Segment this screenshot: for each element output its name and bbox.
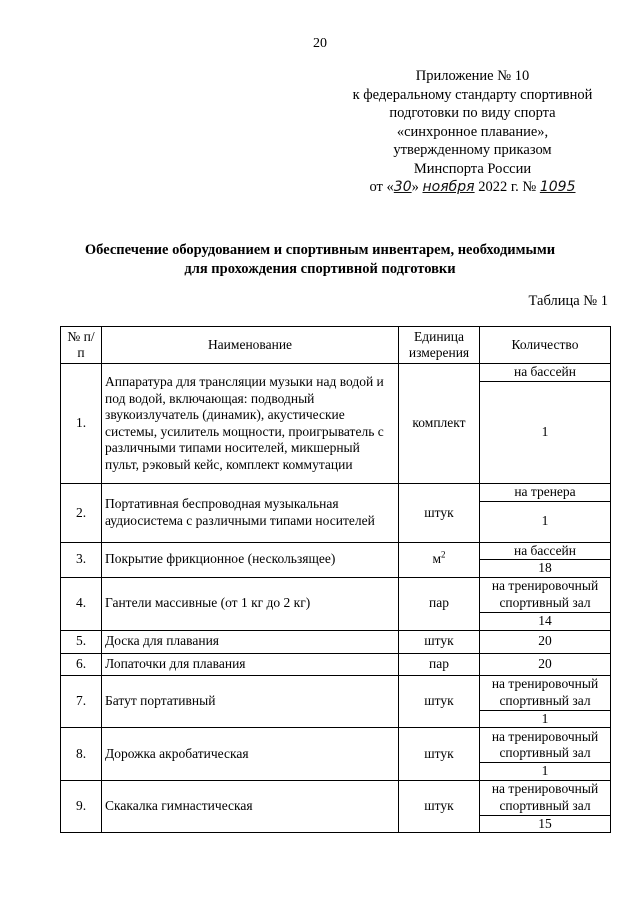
row-value: 20 — [480, 630, 611, 653]
equipment-table — [60, 326, 611, 833]
table-row — [61, 577, 611, 612]
row-unit: комплект — [399, 364, 480, 484]
row-value: 20 — [480, 653, 611, 675]
table-header-row — [61, 327, 611, 364]
row-unit: пар — [399, 653, 480, 675]
appendix-line: подготовки по виду спорта — [389, 105, 556, 121]
row-value: 1 — [480, 763, 611, 781]
page-number: 20 — [313, 36, 327, 51]
row-value: 15 — [480, 815, 611, 833]
row-basis: на тренировочный спортивный зал — [480, 728, 611, 763]
row-basis: на тренировочный спортивный зал — [480, 675, 611, 710]
row-unit-cell — [399, 542, 480, 577]
row-basis: на бассейн — [480, 542, 611, 560]
table-row — [61, 780, 611, 815]
header-qty: Количество — [480, 327, 611, 364]
row-unit: пар — [399, 577, 480, 630]
appendix-line: Минспорта России — [413, 160, 532, 177]
row-name: Батут портативный — [102, 675, 399, 728]
appendix-block — [330, 67, 615, 197]
row-num: 4. — [61, 577, 102, 630]
row-unit: штук — [399, 780, 480, 833]
table-row — [61, 542, 611, 560]
table-row — [61, 484, 611, 502]
heading-line-1: Обеспечение оборудованием и спортивным инвентарем, необходимыми — [84, 242, 556, 258]
table-row — [61, 653, 611, 675]
row-num: 7. — [61, 675, 102, 728]
handwritten-day: 30 — [393, 179, 412, 195]
row-name: Скакалка гимнастическая — [102, 780, 399, 833]
date-year: 2022 г. № — [478, 179, 537, 195]
handwritten-month: ноября — [422, 179, 475, 195]
row-name: Дорожка акробатическая — [102, 728, 399, 781]
date-mid: » — [411, 179, 419, 195]
appendix-line: утвержденному приказом — [393, 142, 552, 158]
row-basis: на тренировочный спортивный зал — [480, 577, 611, 612]
row-unit: штук — [399, 728, 480, 781]
header-unit: Единица измерения — [399, 327, 480, 364]
row-num: 8. — [61, 728, 102, 781]
row-unit: штук — [399, 484, 480, 543]
table-row — [61, 675, 611, 710]
row-num: 5. — [61, 630, 102, 653]
row-value: 1 — [480, 710, 611, 728]
row-name: Лопаточки для плавания — [102, 653, 399, 675]
row-unit: штук — [399, 630, 480, 653]
row-value: 18 — [480, 560, 611, 578]
row-num: 1. — [61, 364, 102, 484]
table-row — [61, 728, 611, 763]
row-name: Гантели массивные (от 1 кг до 2 кг) — [102, 577, 399, 630]
row-value: 14 — [480, 612, 611, 630]
heading-line-2: для прохождения спортивной подготовки — [184, 261, 456, 277]
handwritten-order-number: 1095 — [539, 179, 576, 195]
appendix-line: «синхронное плавание», — [396, 123, 549, 140]
row-num: 6. — [61, 653, 102, 675]
appendix-title: Приложение № 10 — [415, 68, 530, 84]
table-label: Таблица № 1 — [528, 293, 608, 309]
order-date-line — [330, 178, 615, 197]
row-name: Покрытие фрикционное (нескользящее) — [102, 542, 399, 577]
header-num: № п/п — [61, 327, 102, 364]
row-name: Доска для плавания — [102, 630, 399, 653]
unit-superscript: 2 — [441, 549, 446, 560]
row-num: 3. — [61, 542, 102, 577]
row-basis: на тренировочный спортивный зал — [480, 780, 611, 815]
row-basis: на тренера — [480, 484, 611, 502]
row-name: Портативная беспроводная музыкальная аудиосистема с различными типами носителей — [102, 484, 399, 543]
date-prefix: от « — [369, 179, 394, 195]
header-name: Наименование — [102, 327, 399, 364]
row-value: 1 — [480, 382, 611, 484]
row-num: 2. — [61, 484, 102, 543]
row-value: 1 — [480, 501, 611, 542]
row-basis: на бассейн — [480, 364, 611, 382]
row-num: 9. — [61, 780, 102, 833]
appendix-line: к федеральному стандарту спортивной — [352, 86, 593, 103]
row-unit: м — [432, 551, 442, 567]
table-row — [61, 630, 611, 653]
row-name: Аппаратура для трансляции музыки над водой и под водой, включающая: подводный звукоизлучатель (динамик), акустические системы, усилитель мощности, проигрыватель с различными типами носителей, микшерный пульт, рэковый кейс, комплект коммутации — [102, 364, 399, 484]
row-unit: штук — [399, 675, 480, 728]
document-heading — [20, 241, 620, 279]
table-row — [61, 364, 611, 382]
